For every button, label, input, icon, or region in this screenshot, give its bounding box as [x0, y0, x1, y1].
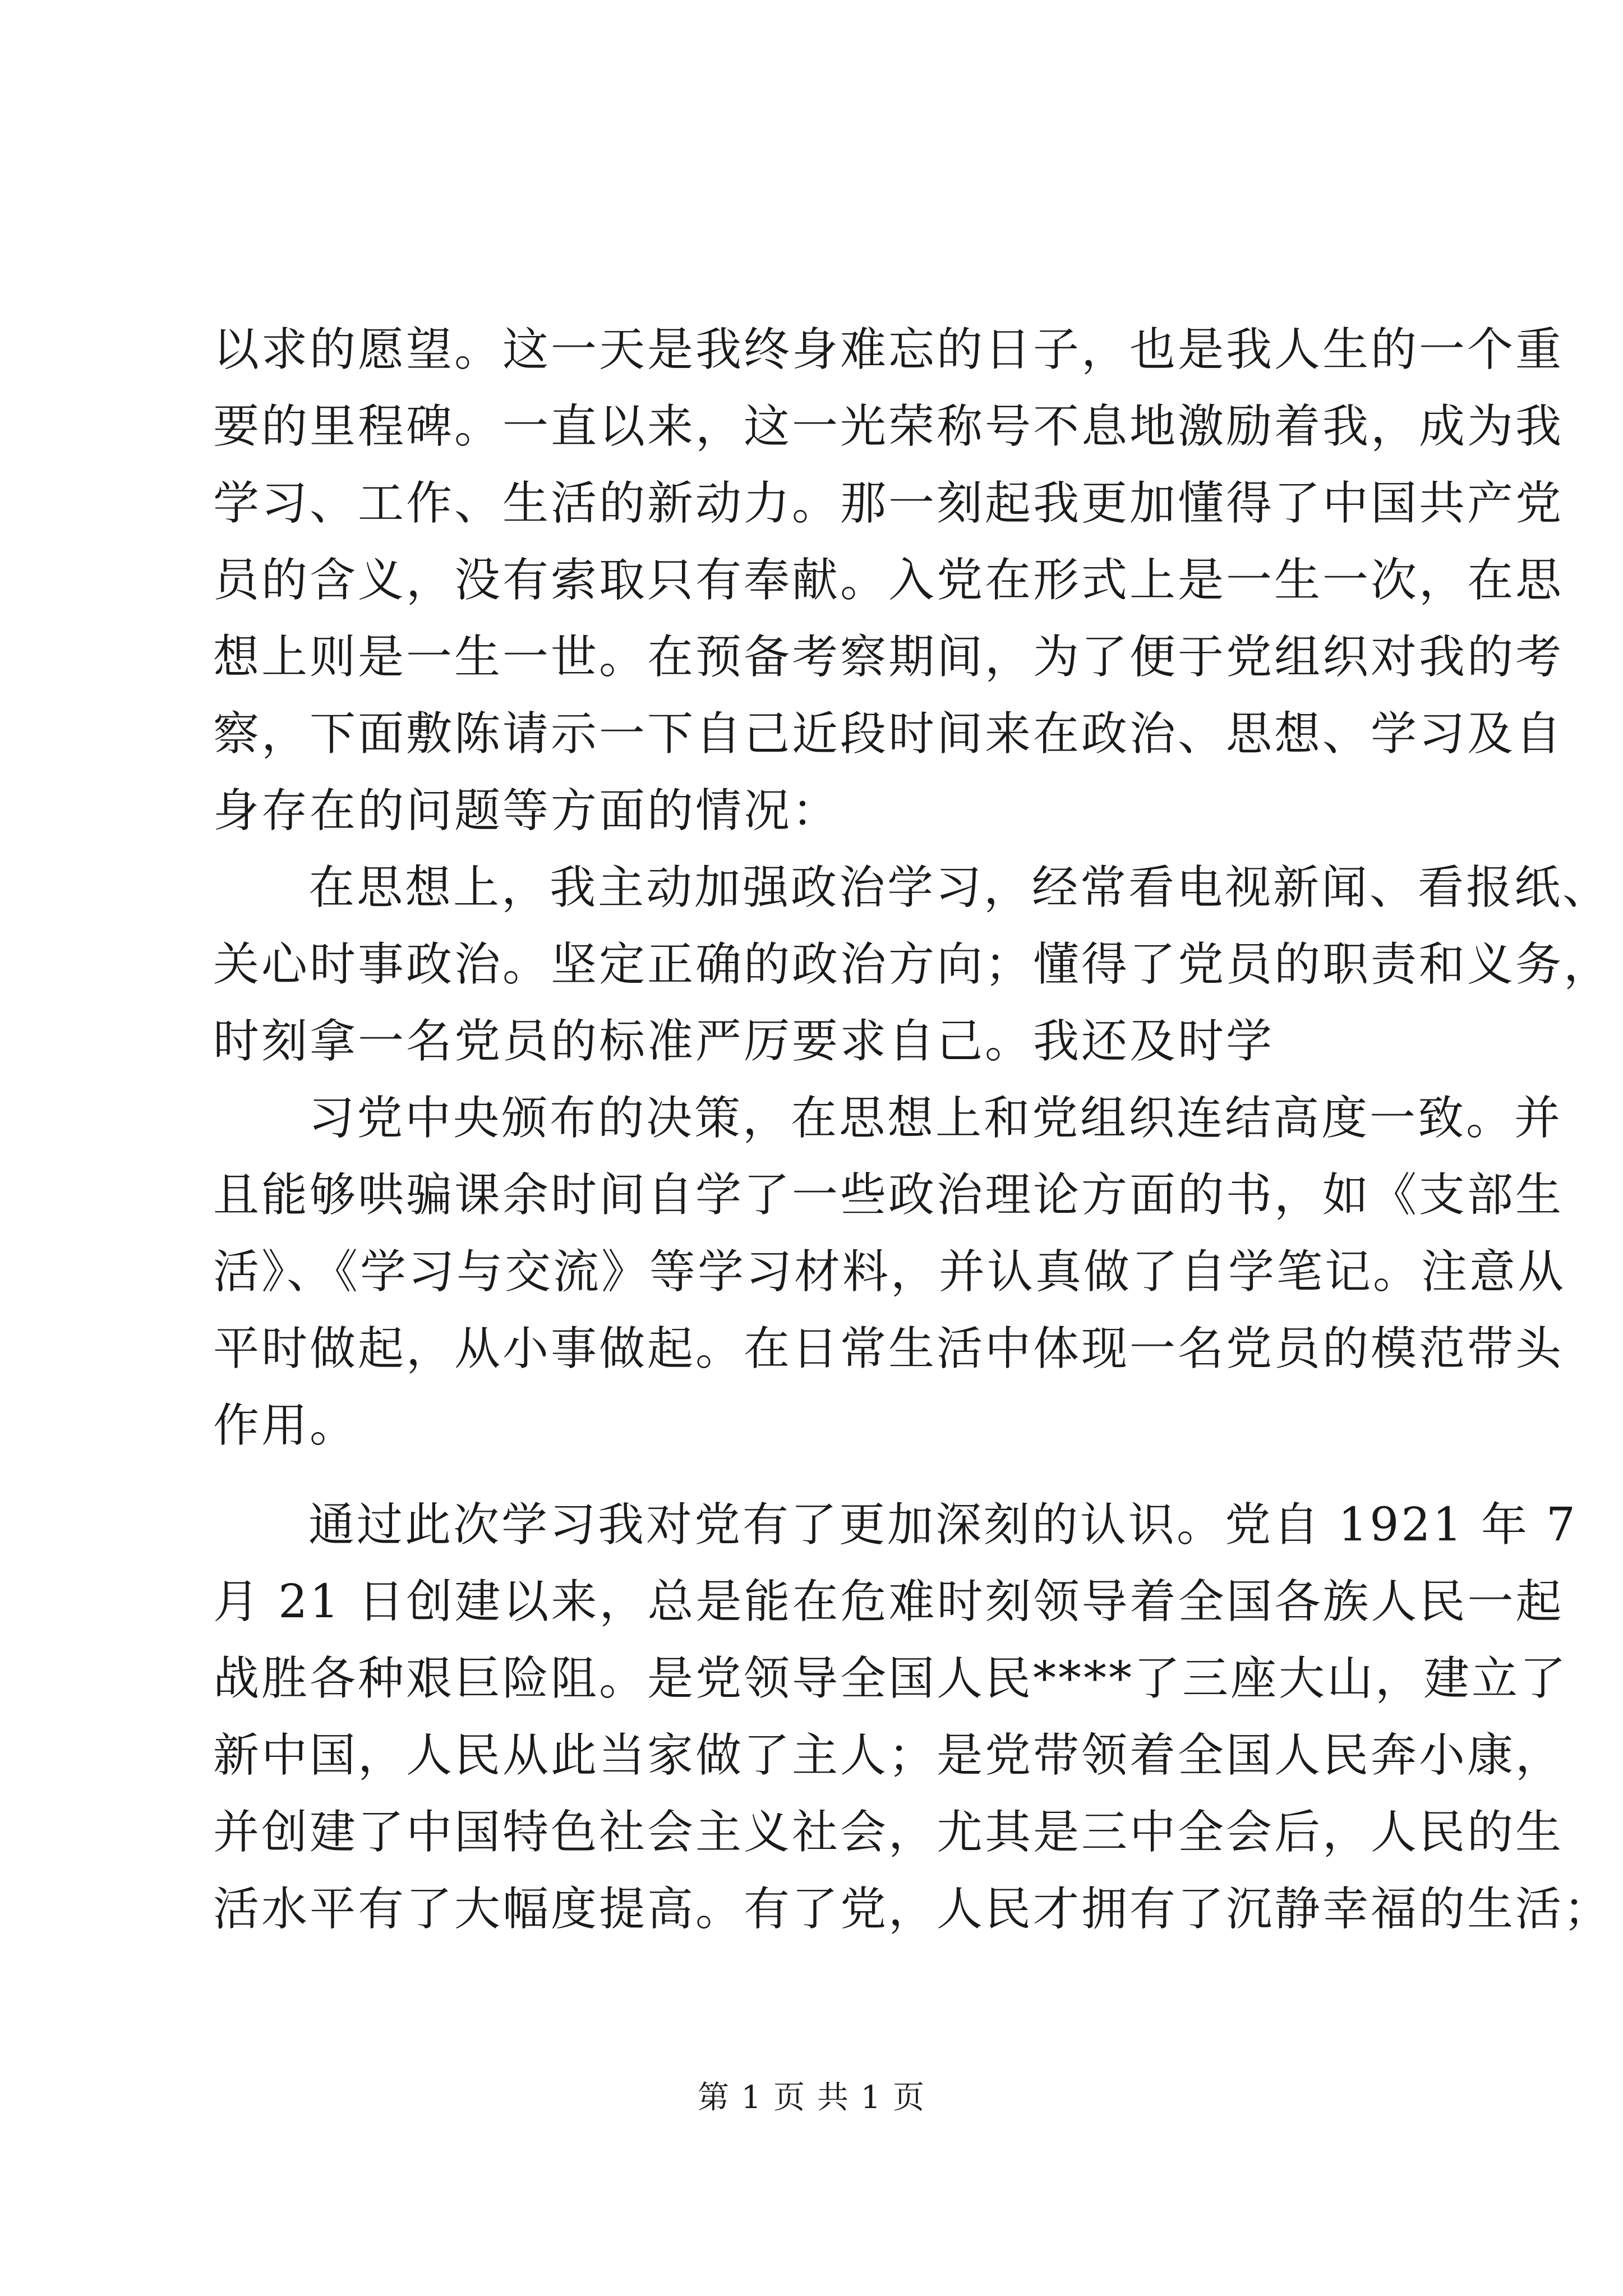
text-line: 并创建了中国特色社会主义社会，尤其是三中全会后，人民的生 [213, 1806, 1564, 1859]
text-line: 时刻拿一名党员的标准严厉要求自己。我还及时学 [213, 1015, 1275, 1068]
text-line: 想上则是一生一世。在预备考察期间，为了便于党组织对我的考 [213, 631, 1564, 684]
text-line: 员的含义，没有索取只有奉献。入党在形式上是一生一次，在思 [213, 554, 1564, 607]
paragraph-start-line: 在思想上，我主动加强政治学习，经常看电视新闻、看报纸、 [308, 861, 1611, 914]
text-line: 月 21 日创建以来，总是能在危难时刻领导着全国各族人民一起 [213, 1575, 1564, 1628]
text-line: 平时做起，从小事做起。在日常生活中体现一名党员的模范带头 [213, 1322, 1564, 1375]
text-line: 战胜各种艰巨险阻。是党领导全国人民****了三座大山，建立了 [213, 1652, 1569, 1705]
page-number-footer: 第 1 页 共 1 页 [697, 2079, 926, 2116]
text-line: 活水平有了大幅度提高。有了党，人民才拥有了沉静幸福的生活； [213, 1883, 1612, 1936]
text-line: 以求的愿望。这一天是我终身难忘的日子，也是我人生的一个重 [213, 323, 1564, 376]
text-line: 关心时事政治。坚定正确的政治方向；懂得了党员的职责和义务， [213, 938, 1612, 991]
document-body [213, 311, 1612, 1948]
text-line: 察，下面敷陈请示一下自己近段时间来在政治、思想、学习及自 [213, 707, 1564, 761]
text-line: 且能够哄骗课余时间自学了一些政治理论方面的书，如《支部生 [213, 1168, 1564, 1222]
text-line: 身存在的问题等方面的情况： [213, 784, 841, 838]
paragraph-start-line: 通过此次学习我对党有了更加深刻的认识。党自 1921 年 7 [308, 1498, 1578, 1552]
paragraph-start-line: 习党中央颁布的决策，在思想上和党组织连结高度一致。并 [308, 1092, 1563, 1145]
text-line: 作用。 [213, 1399, 358, 1452]
text-line: 活》、《学习与交流》等学习材料，并认真做了自学笔记。注意从 [213, 1245, 1566, 1299]
text-line: 学习、工作、生活的新动力。那一刻起我更加懂得了中国共产党 [213, 477, 1564, 530]
text-line: 要的里程碑。一直以来，这一光荣称号不息地激励着我，成为我 [213, 400, 1564, 453]
text-line: 新中国，人民从此当家做了主人；是党带领着全国人民奔小康， [213, 1729, 1564, 1782]
